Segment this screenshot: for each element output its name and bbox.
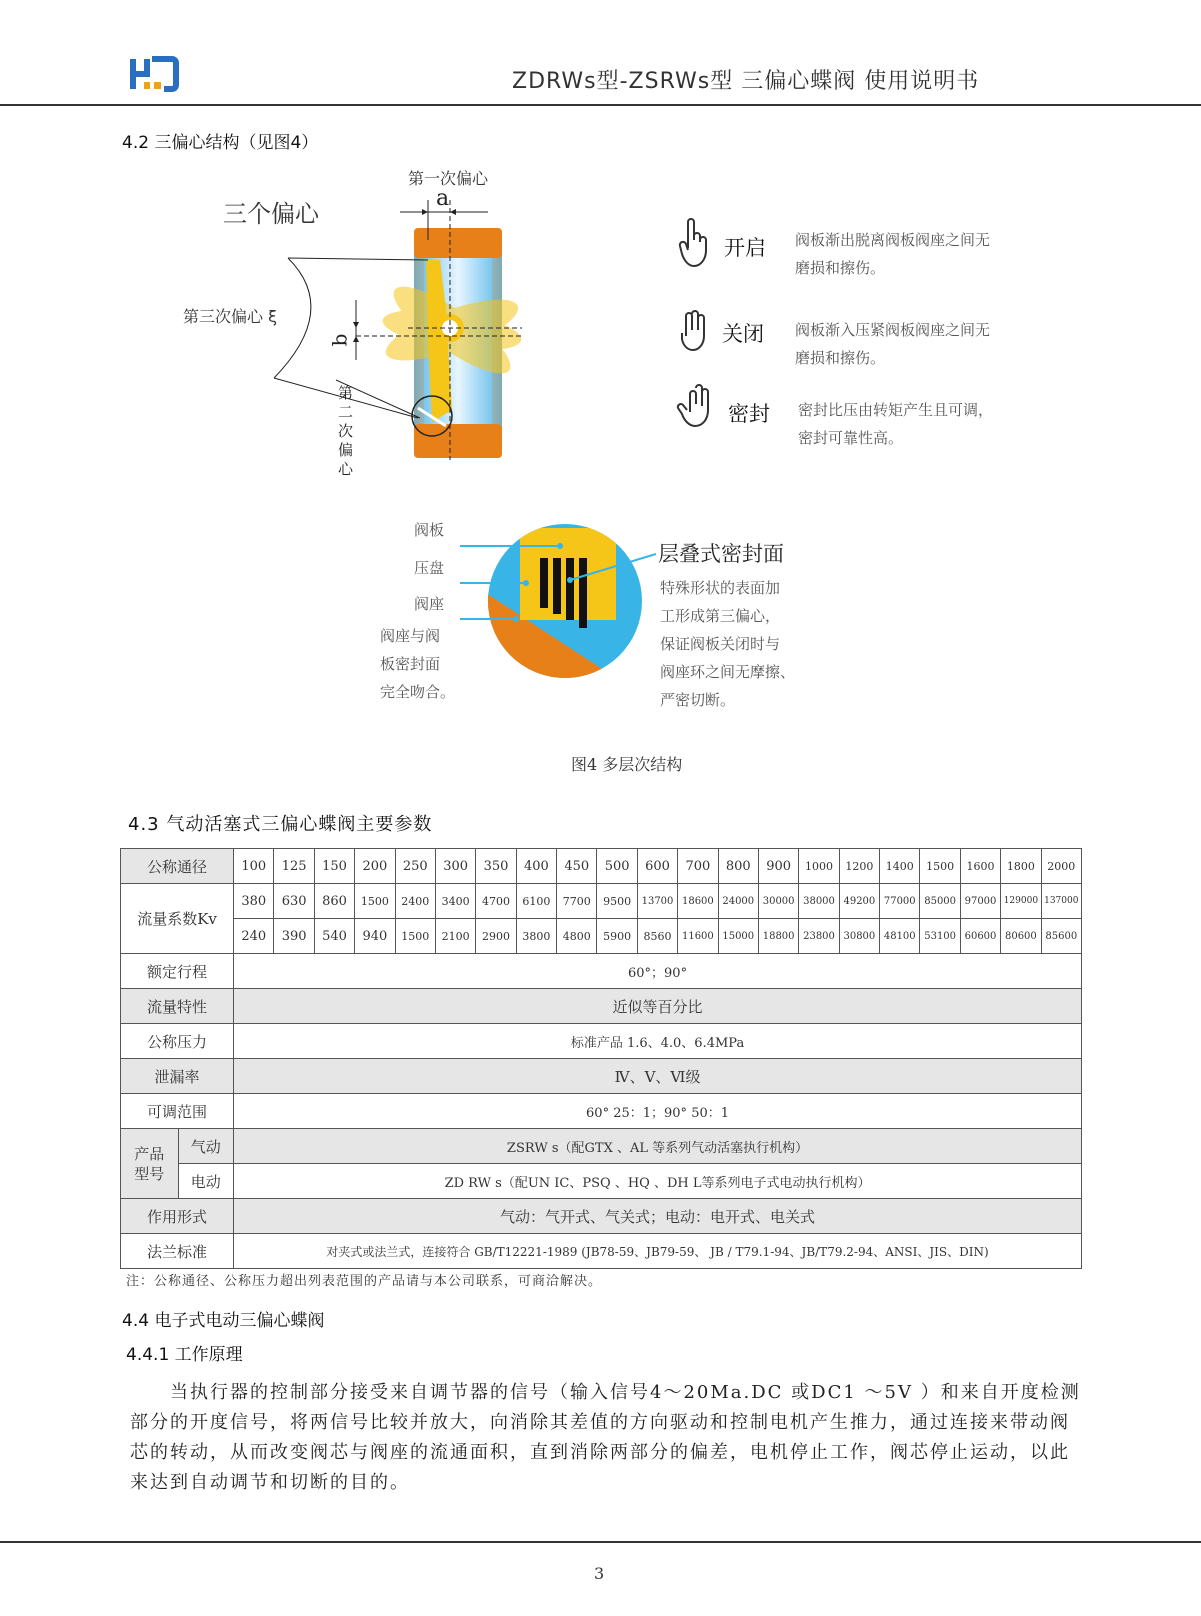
stroke-label: 额定行程 — [121, 954, 234, 989]
section-4-4-heading: 4.4 电子式电动三偏心蝶阀 — [122, 1311, 325, 1331]
kv-cell: 940 — [355, 919, 395, 954]
kv-cell: 860 — [314, 884, 354, 919]
leakage-label: 泄漏率 — [121, 1059, 234, 1094]
action-label: 作用形式 — [121, 1199, 234, 1234]
offset-a-label: a — [436, 186, 450, 211]
flange-row — [121, 1234, 1082, 1269]
laminated-seal-diagram — [460, 516, 690, 686]
table-note: 注：公称通径、公称压力超出列表范围的产品请与本公司联系，可商洽解决。 — [126, 1274, 603, 1289]
leakage-value: Ⅳ、Ⅴ、Ⅵ级 — [234, 1059, 1082, 1094]
dn-row — [121, 849, 1082, 884]
kv-cell: 380 — [234, 884, 274, 919]
offset-b-label: b — [327, 333, 352, 347]
seat-label: 阀座 — [414, 595, 445, 613]
kv-row-2 — [121, 919, 1082, 954]
pressure-value: 标准产品 1.6、4.0、6.4MPa — [234, 1024, 1082, 1059]
kv-cell: 11600 — [678, 919, 718, 954]
flow-characteristic-row — [121, 989, 1082, 1024]
kv-cell: 77000 — [880, 884, 920, 919]
company-logo — [128, 56, 180, 92]
kv-cell: 6100 — [516, 884, 556, 919]
pressure-label: 公称压力 — [121, 1024, 234, 1059]
stroke-row — [121, 954, 1082, 989]
three-offsets-label: 三个偏心 — [223, 200, 319, 228]
close-desc: 阀板渐入压紧阀板阀座之间无磨损和擦伤。 — [795, 321, 991, 367]
pressure-row — [121, 1024, 1082, 1059]
kv-cell: 390 — [274, 919, 314, 954]
kv-cell: 129000 — [1001, 884, 1041, 919]
open-desc: 阀板渐出脱离阀板阀座之间无磨损和擦伤。 — [795, 231, 991, 277]
kv-cell: 137000 — [1041, 884, 1081, 919]
page-number: 3 — [594, 1564, 605, 1583]
seal-right-note: 特殊形状的表面加 工形成第三偏心， 保证阀板关闭时与 阀座环之间无摩擦、 严密切断。 — [660, 579, 796, 709]
figure-caption: 图4 多层次结构 — [571, 755, 683, 774]
close-hand-icon — [678, 310, 712, 356]
kv-cell: 48100 — [880, 919, 920, 954]
section-4-2-heading: 4.2 三偏心结构（见图4） — [122, 133, 319, 153]
kv-cell: 53100 — [920, 919, 960, 954]
kv-cell: 7700 — [557, 884, 597, 919]
dn-cell: 450 — [557, 849, 597, 884]
dn-cell: 1600 — [960, 849, 1000, 884]
range-value: 60° 25：1；90° 50：1 — [234, 1094, 1082, 1129]
dn-cell: 600 — [637, 849, 677, 884]
model-pneumatic-row — [121, 1129, 1082, 1164]
dn-cell: 1800 — [1001, 849, 1041, 884]
kv-cell: 18800 — [758, 919, 798, 954]
dn-label: 公称通径 — [121, 849, 234, 884]
dn-cell: 100 — [234, 849, 274, 884]
dn-cell: 350 — [476, 849, 516, 884]
dn-cell: 1000 — [799, 849, 839, 884]
pneumatic-label: 气动 — [178, 1129, 234, 1164]
seal-label: 密封 — [728, 402, 770, 426]
stroke-value: 60°；90° — [234, 954, 1082, 989]
kv-cell: 2400 — [395, 884, 435, 919]
pneumatic-model-value: ZSRW s（配GTX 、AL 等系列气动活塞执行机构） — [234, 1129, 1082, 1164]
section-4-4-1-heading: 4.4.1 工作原理 — [126, 1345, 243, 1365]
dn-cell: 1400 — [880, 849, 920, 884]
disc-label: 阀板 — [414, 521, 445, 539]
parameters-table — [120, 848, 1082, 1269]
kv-cell: 30800 — [839, 919, 879, 954]
dn-cell: 1200 — [839, 849, 879, 884]
dn-cell: 500 — [597, 849, 637, 884]
kv-cell: 240 — [234, 919, 274, 954]
flow-characteristic-label: 流量特性 — [121, 989, 234, 1024]
electric-label: 电动 — [178, 1164, 234, 1199]
kv-cell: 23800 — [799, 919, 839, 954]
pressure-plate-label: 压盘 — [414, 559, 445, 577]
seal-left-note: 阀座与阀 板密封面 完全吻合。 — [380, 627, 456, 701]
dn-cell: 125 — [274, 849, 314, 884]
dn-cell: 2000 — [1041, 849, 1081, 884]
dn-cell: 1500 — [920, 849, 960, 884]
open-label: 开启 — [724, 236, 766, 260]
action-value: 气动：气开式、气关式；电动：电开式、电关式 — [234, 1199, 1082, 1234]
range-row — [121, 1094, 1082, 1129]
dn-cell: 900 — [758, 849, 798, 884]
kv-cell: 3400 — [435, 884, 475, 919]
kv-cell: 9500 — [597, 884, 637, 919]
footer-divider — [0, 1541, 1201, 1543]
first-offset-label: 第一次偏心 — [408, 169, 489, 188]
kv-cell: 8560 — [637, 919, 677, 954]
kv-cell: 60600 — [960, 919, 1000, 954]
kv-cell: 38000 — [799, 884, 839, 919]
kv-cell: 85000 — [920, 884, 960, 919]
kv-cell: 1500 — [395, 919, 435, 954]
action-row — [121, 1199, 1082, 1234]
kv-cell: 4800 — [557, 919, 597, 954]
kv-cell: 80600 — [1001, 919, 1041, 954]
working-principle-paragraph: 当执行器的控制部分接受来自调节器的信号（输入信号4～20Ma.DC 或DC1 ～5V ）和来自开度检测部分的开度信号，将两信号比较并放大，向消除其差值的方向驱动和控制电机产生推力，通过连接来带动阀芯的转动，从而改变阀芯与阀座的流通面积，直到消除两部分的偏差，电机停止工作，阀芯停止运动，以此来达到自动调节和切断的目的。 — [130, 1382, 1081, 1493]
dn-cell: 250 — [395, 849, 435, 884]
kv-cell: 97000 — [960, 884, 1000, 919]
close-label: 关闭 — [722, 322, 764, 346]
dn-cell: 400 — [516, 849, 556, 884]
dn-cell: 300 — [435, 849, 475, 884]
kv-cell: 5900 — [597, 919, 637, 954]
flange-value: 对夹式或法兰式，连接符合 GB/T12221-1989 (JB78-59、JB79-59、 JB / T79.1-94、JB/T79.2-94、ANSI、JIS、DIN) — [234, 1234, 1082, 1269]
model-electric-row — [121, 1164, 1082, 1199]
kv-cell: 85600 — [1041, 919, 1081, 954]
kv-cell: 2900 — [476, 919, 516, 954]
section-4-3-heading: 4.3 气动活塞式三偏心蝶阀主要参数 — [128, 814, 433, 835]
dn-cell: 700 — [678, 849, 718, 884]
seal-desc: 密封比压由转矩产生且可调，密封可靠性高。 — [798, 401, 994, 447]
flow-characteristic-value: 近似等百分比 — [234, 989, 1082, 1024]
dn-cell: 800 — [718, 849, 758, 884]
header-title: ZDRWs型-ZSRWs型 三偏心蝶阀 使用说明书 — [512, 69, 980, 94]
kv-row-1 — [121, 884, 1082, 919]
kv-cell: 4700 — [476, 884, 516, 919]
kv-cell: 2100 — [435, 919, 475, 954]
kv-cell: 18600 — [678, 884, 718, 919]
kv-cell: 15000 — [718, 919, 758, 954]
flange-label: 法兰标准 — [121, 1234, 234, 1269]
leakage-row — [121, 1059, 1082, 1094]
model-label: 产品型号 — [121, 1129, 179, 1199]
range-label: 可调范围 — [121, 1094, 234, 1129]
kv-label: 流量系数Kv — [121, 884, 234, 954]
electric-model-value: ZD RW s（配UN IC、PSQ 、HQ 、DH L等系列电子式电动执行机构） — [234, 1164, 1082, 1199]
seal-hand-icon — [676, 384, 718, 432]
kv-cell: 49200 — [839, 884, 879, 919]
dn-cell: 150 — [314, 849, 354, 884]
kv-cell: 630 — [274, 884, 314, 919]
header-divider — [0, 104, 1201, 106]
open-hand-icon — [678, 218, 712, 270]
kv-cell: 540 — [314, 919, 354, 954]
laminated-seal-title: 层叠式密封面 — [658, 542, 784, 566]
dn-cell: 200 — [355, 849, 395, 884]
kv-cell: 3800 — [516, 919, 556, 954]
second-offset-label: 第 二 次 偏 心 — [338, 384, 354, 478]
kv-cell: 1500 — [355, 884, 395, 919]
kv-cell: 13700 — [637, 884, 677, 919]
kv-cell: 24000 — [718, 884, 758, 919]
kv-cell: 30000 — [758, 884, 798, 919]
third-offset-label: 第三次偏心 ξ — [183, 307, 278, 326]
